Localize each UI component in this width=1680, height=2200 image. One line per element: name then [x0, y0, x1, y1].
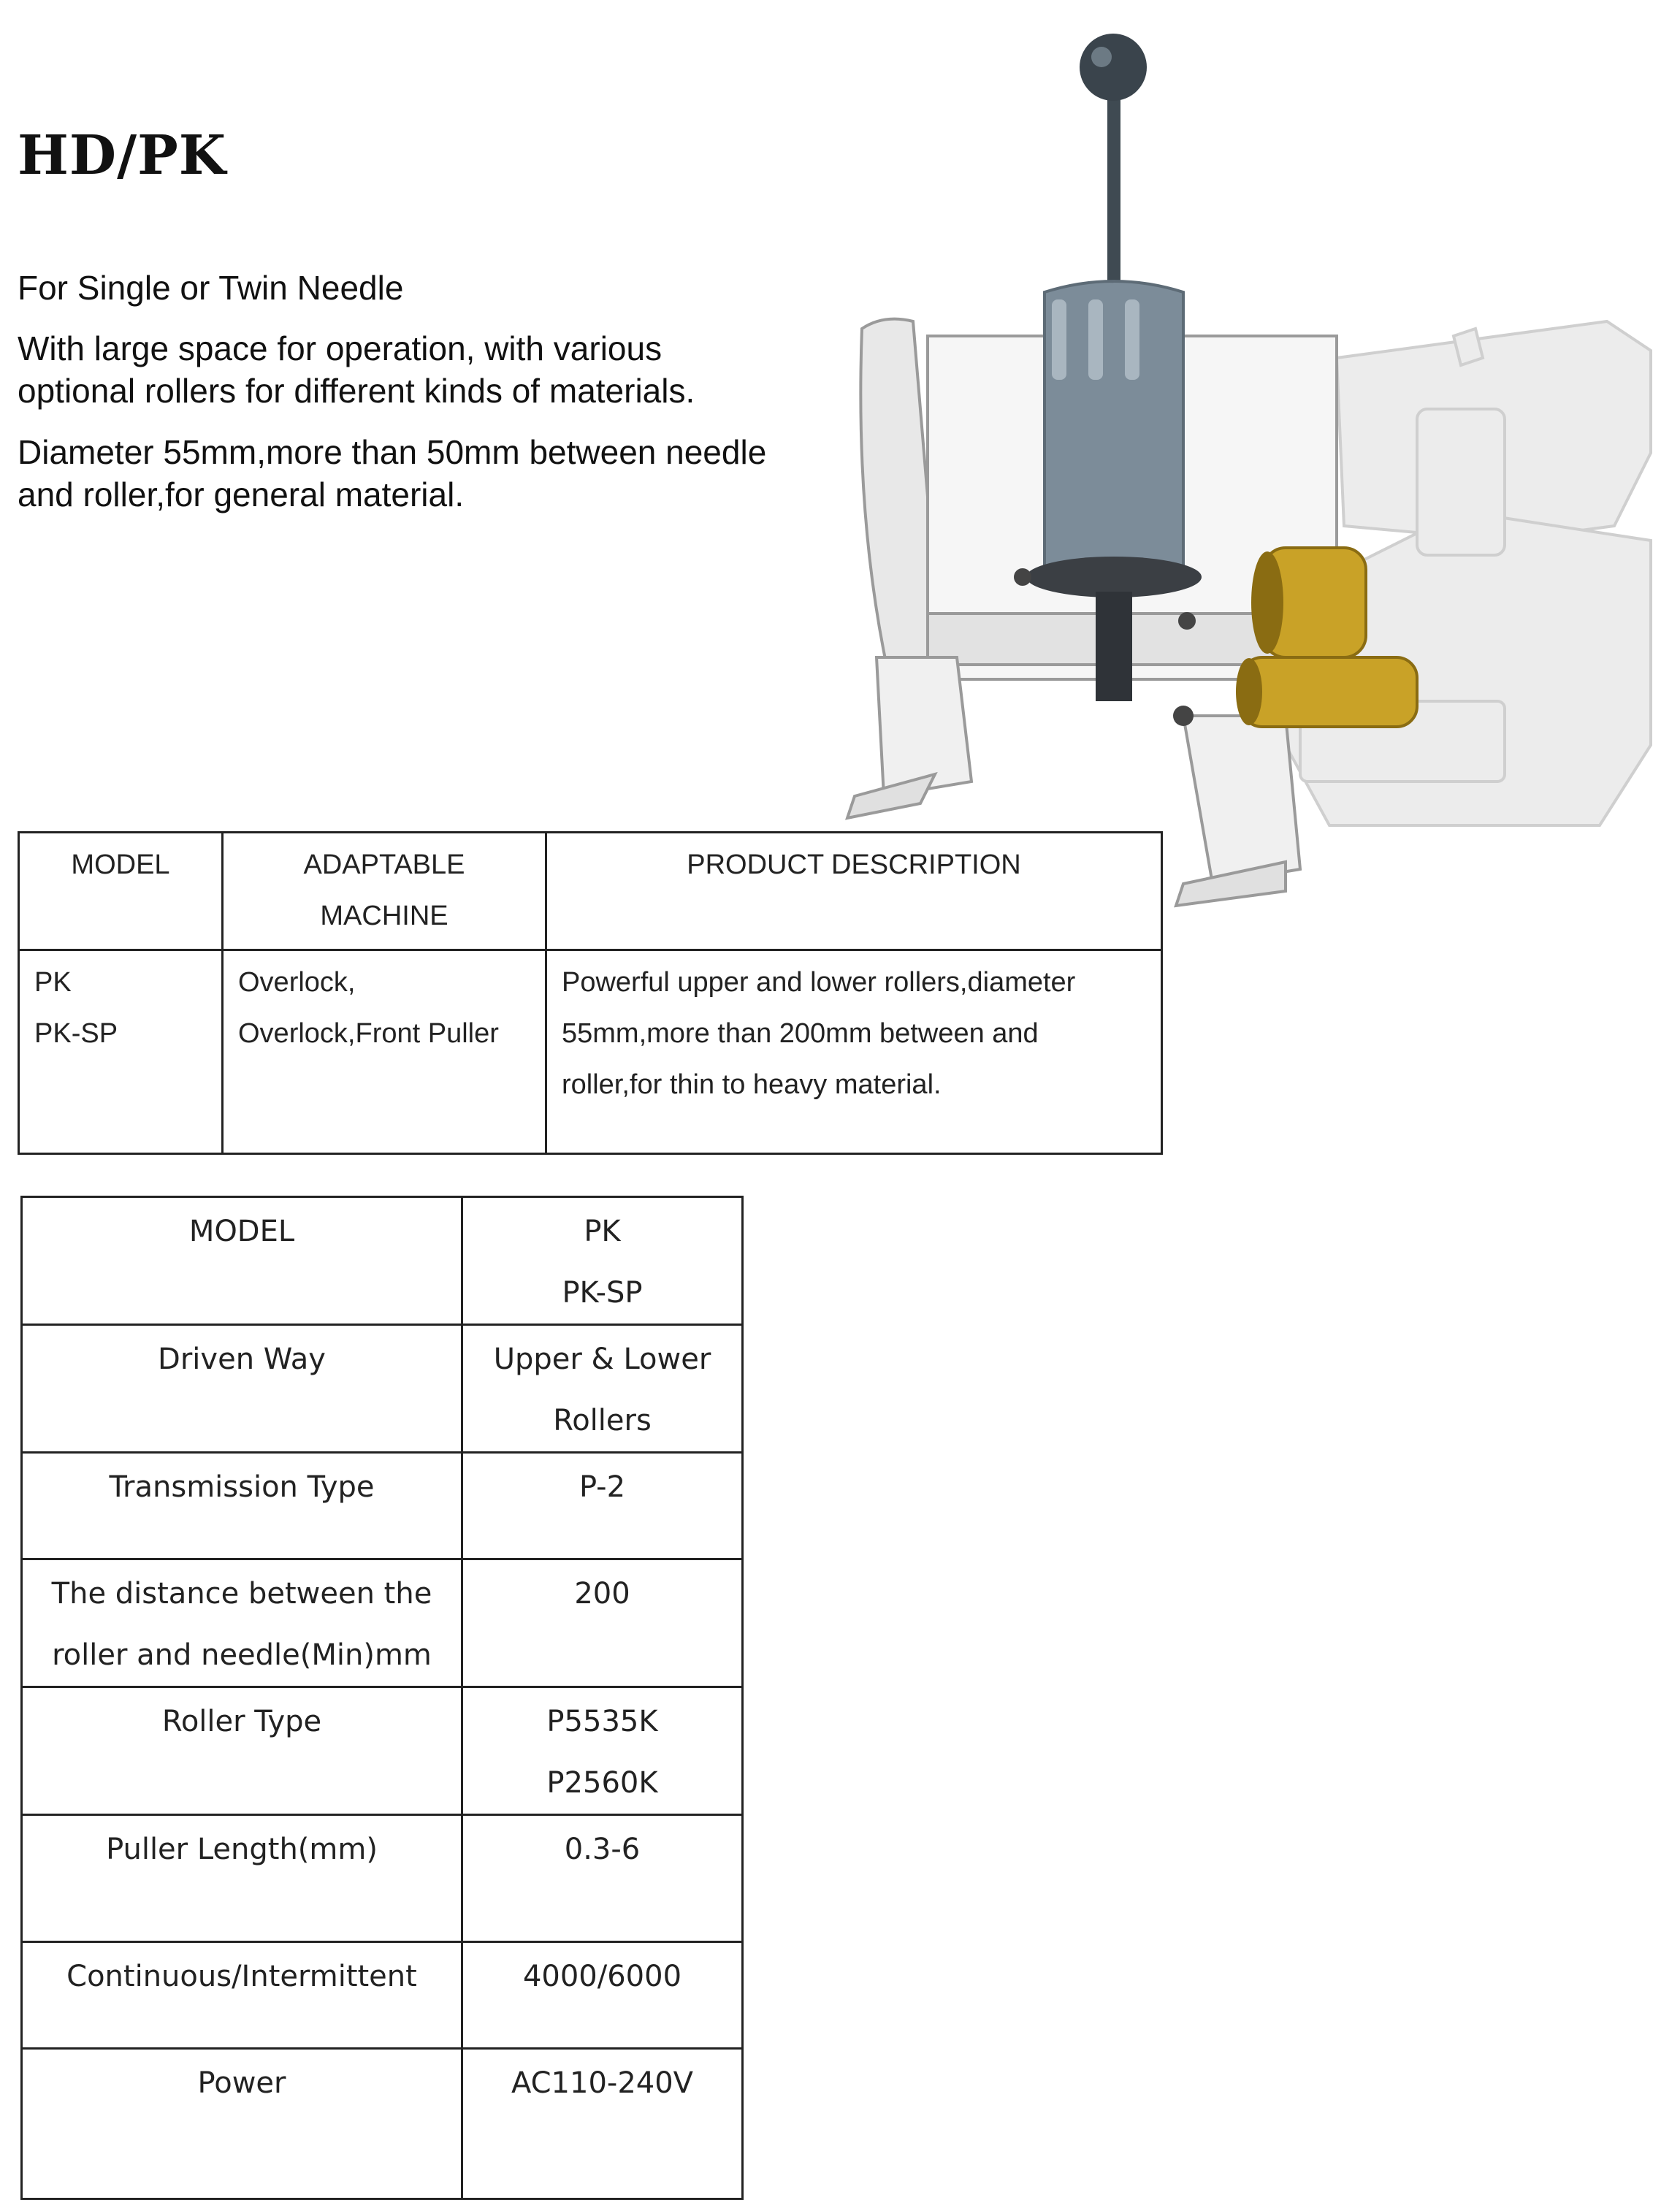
lever-knob [1080, 34, 1147, 101]
spec-value: 0.3-6 [462, 1815, 743, 1942]
page-title: HD/PK [18, 124, 227, 187]
description-line-3: Diameter 55mm,more than 50mm between needle and roller,for general material. [18, 433, 767, 513]
model-header: MODEL [19, 833, 223, 950]
spec-row-model [22, 1197, 743, 1325]
spec-value: 4000/6000 [462, 1942, 743, 2049]
lower-roller [1236, 657, 1417, 727]
product-description-cell: Powerful upper and lower rollers,diameter 55mm,more than 200mm between and roller,for thin to heavy material. [546, 950, 1162, 1154]
spec-value: PK PK-SP [462, 1197, 743, 1325]
spec-label: Roller Type [22, 1687, 462, 1815]
model-description-table [18, 831, 1163, 1155]
spec-label: Transmission Type [22, 1453, 462, 1559]
spec-row-roller-type [22, 1687, 743, 1815]
table-row [19, 950, 1162, 1154]
lever-rod [1107, 88, 1120, 299]
spec-value: P-2 [462, 1453, 743, 1559]
upper-roller [1251, 548, 1366, 657]
spec-row-driven-way [22, 1325, 743, 1453]
description-line-2: With large space for operation, with various optional rollers for different kinds of materials. [18, 329, 695, 410]
spec-row-power [22, 2049, 743, 2199]
spec-label: Puller Length(mm) [22, 1815, 462, 1942]
adaptable-machine-cell: Overlock, Overlock,Front Puller [223, 950, 546, 1154]
spec-row-continuous-intermittent [22, 1942, 743, 2049]
specification-table [20, 1196, 744, 2200]
spec-value: AC110-240V [462, 2049, 743, 2199]
spec-row-puller-length [22, 1815, 743, 1942]
spec-value: Upper & Lower Rollers [462, 1325, 743, 1453]
description-line-1: For Single or Twin Needle [18, 269, 404, 307]
model-cell: PK PK-SP [19, 950, 223, 1154]
spec-label: Driven Way [22, 1325, 462, 1453]
spec-row-distance [22, 1559, 743, 1687]
spec-value: P5535K P2560K [462, 1687, 743, 1815]
spec-label: Power [22, 2049, 462, 2199]
table-header-row [19, 833, 1162, 950]
spec-label: MODEL [22, 1197, 462, 1325]
spec-label: Continuous/Intermittent [22, 1942, 462, 2049]
spec-row-transmission-type [22, 1453, 743, 1559]
puller-machine-illustration [774, 15, 1680, 913]
spec-label: The distance between the roller and needle(Min)mm [22, 1559, 462, 1687]
spec-value: 200 [462, 1559, 743, 1687]
product-description-header: PRODUCT DESCRIPTION [546, 833, 1162, 950]
adaptable-machine-header: ADAPTABLE MACHINE [223, 833, 546, 950]
